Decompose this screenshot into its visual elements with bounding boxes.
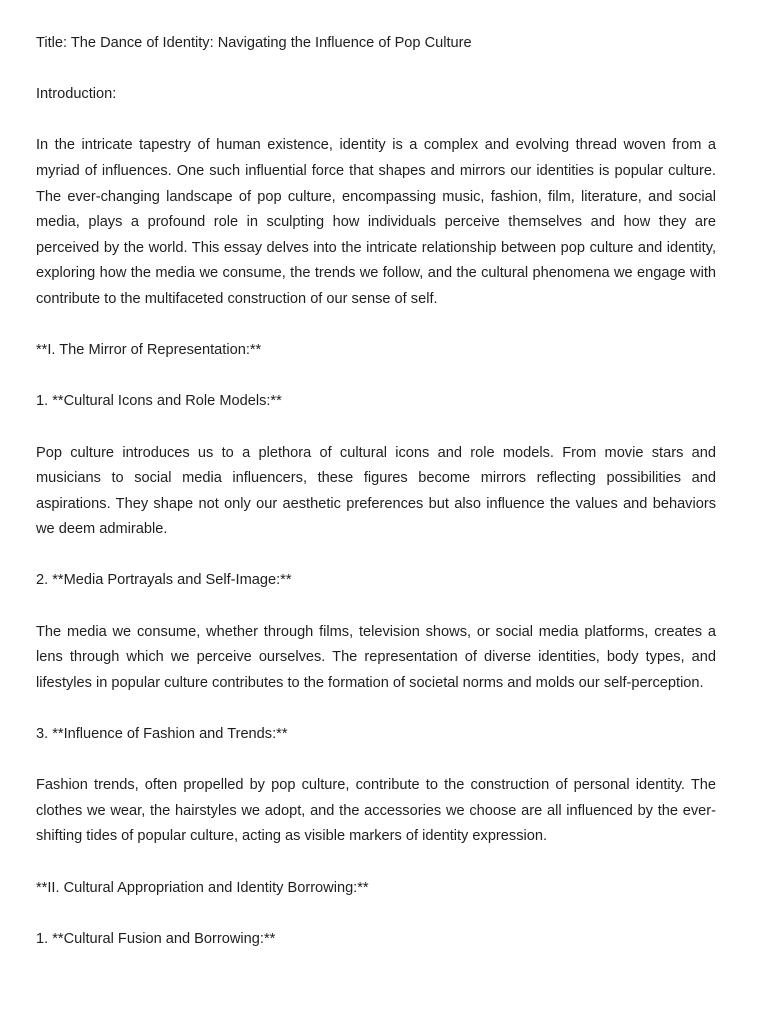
section-1-item-1-paragraph: Pop culture introduces us to a plethora of cultural icons and role models. From movie stars and musicians to social media influencers, these figures become mirrors reflecting possibilities and aspirations. They shape not only our aesthetic preferences but also influence the values and behaviors we deem admirable. bbox=[36, 444, 716, 538]
section-1-item-2-paragraph: The media we consume, whether through films, television shows, or social media platforms, creates a lens through which we perceive ourselves. The representation of diverse identities, body types, and lifestyles in popular culture contributes to the formation of societal norms and molds our self-perception. bbox=[36, 623, 716, 691]
introduction-paragraph: In the intricate tapestry of human existence, identity is a complex and evolving thread woven from a myriad of influences. One such influential force that shapes and mirrors our identities is popular culture. The ever-changing landscape of pop culture, encompassing music, fashion, film, literature, and social media, plays a profound role in sculpting how individuals perceive themselves and how they are perceived by the world. This essay delves into the intricate relationship between pop culture and identity, exploring how the media we consume, the trends we follow, and the cultural phenomena we engage with contribute to the multifaceted construction of our sense of self. bbox=[36, 137, 716, 307]
section-1-item-3-heading: 3. **Influence of Fashion and Trends:** bbox=[36, 726, 288, 743]
essay-title: Title: The Dance of Identity: Navigating the Influence of Pop Culture bbox=[36, 35, 472, 51]
introduction-heading: Introduction: bbox=[36, 86, 117, 103]
section-2-heading: **II. Cultural Appropriation and Identity Borrowing:** bbox=[36, 879, 369, 896]
section-1-item-2-heading: 2. **Media Portrayals and Self-Image:** bbox=[36, 572, 292, 589]
section-1-heading: **I. The Mirror of Representation:** bbox=[36, 342, 262, 359]
section-2-item-1-heading: 1. **Cultural Fusion and Borrowing:** bbox=[36, 930, 276, 947]
essay-document bbox=[36, 31, 716, 978]
section-1-item-1-heading: 1. **Cultural Icons and Role Models:** bbox=[36, 393, 282, 410]
section-1-item-3-paragraph: Fashion trends, often propelled by pop culture, contribute to the construction of personal identity. The clothes we wear, the hairstyles we adopt, and the accessories we choose are all influenced by the ever-shifting tides of popular culture, acting as visible markers of identity expression. bbox=[36, 777, 716, 845]
